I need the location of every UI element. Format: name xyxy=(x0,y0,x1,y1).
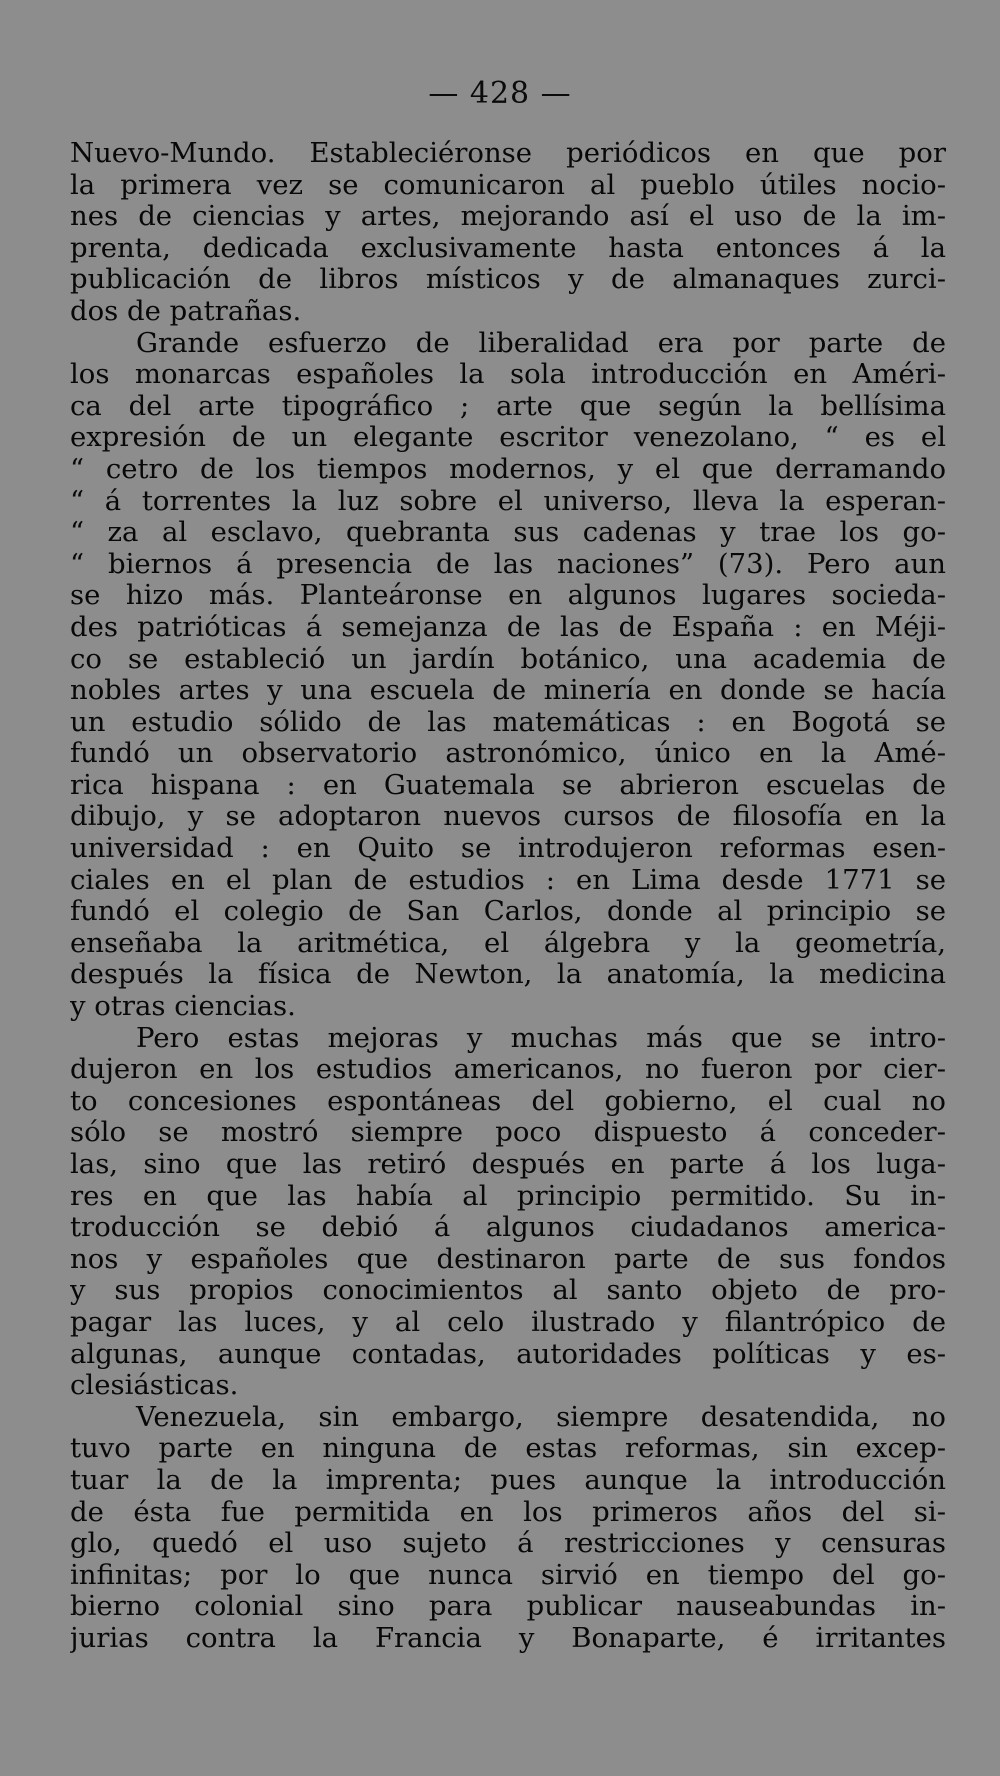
text-line: co se estableció un jardín botánico, una academia de xyxy=(70,643,946,675)
text-line: dibujo, y se adoptaron nuevos cursos de filosofía en la xyxy=(70,801,946,833)
text-line: los monarcas españoles la sola introducción en Améri- xyxy=(70,359,946,391)
text-line: sólo se mostró siempre poco dispuesto á conceder- xyxy=(70,1117,946,1149)
text-line: dos de patrañas. xyxy=(70,295,302,327)
text-line: universidad : en Quito se introdujeron reformas esen- xyxy=(70,833,946,865)
text-line: troducción se debió á algunos ciudadanos america- xyxy=(70,1212,946,1244)
text-line: fundó un observatorio astronómico, único en la Amé- xyxy=(70,738,946,770)
text-line: y sus propios conocimientos al santo objeto de pro- xyxy=(70,1275,946,1307)
text-line: “ cetro de los tiempos modernos, y el que derramando xyxy=(70,453,946,485)
text-line: nos y españoles que destinaron parte de sus fondos xyxy=(70,1243,946,1275)
text-line: glo, quedó el uso sujeto á restricciones y censuras xyxy=(70,1528,946,1560)
text-line: las, sino que las retiró después en parte á los luga- xyxy=(70,1149,946,1180)
text-line: de ésta fue permitida en los primeros años del si- xyxy=(70,1496,946,1528)
text-line: Grande esfuerzo de liberalidad era por parte de xyxy=(136,327,946,359)
text-line: prenta, dedicada exclusivamente hasta entonces á la xyxy=(70,232,946,264)
text-line: nes de ciencias y artes, mejorando así el uso de la im- xyxy=(70,201,946,233)
text-line: Nuevo-Mundo. Estableciéronse periódicos en que por xyxy=(70,138,946,169)
text-line: tuar la de la imprenta; pues aunque la introducción xyxy=(70,1464,946,1496)
text-line: se hizo más. Planteáronse en algunos lugares socieda- xyxy=(70,580,946,612)
text-line: bierno colonial sino para publicar nauseabundas in- xyxy=(70,1591,946,1623)
text-line: publicación de libros místicos y de almanaques zurci- xyxy=(70,264,946,296)
text-line: ciales en el plan de estudios : en Lima desde 1771 se xyxy=(70,864,946,896)
text-line: la primera vez se comunicaron al pueblo útiles nocio- xyxy=(70,169,946,201)
page-number: — 428 — xyxy=(428,76,572,111)
text-line: “ á torrentes la luz sobre el universo, lleva la esperan- xyxy=(70,485,946,517)
text-line: fundó el colegio de San Carlos, donde al principio se xyxy=(70,896,946,928)
text-line: “ za al esclavo, quebranta sus cadenas y trae los go- xyxy=(70,517,946,549)
text-line: des patrióticas á semejanza de las de España : en Méji- xyxy=(70,611,946,643)
text-line: nobles artes y una escuela de minería en donde se hacía xyxy=(70,675,946,707)
text-line: rica hispana : en Guatemala se abrieron escuelas de xyxy=(70,769,946,801)
text-line: y otras ciencias. xyxy=(70,991,296,1023)
text-line: to concesiones espontáneas del gobierno, el cual no xyxy=(70,1085,946,1117)
text-line: “ biernos á presencia de las naciones” (73). Pero aun xyxy=(70,548,946,580)
text-line: tuvo parte en ninguna de estas reformas, sin excep- xyxy=(70,1433,946,1465)
text-line: pagar las luces, y al celo ilustrado y filantrópico de xyxy=(70,1306,946,1338)
text-line: expresión de un elegante escritor venezolano, “ es el xyxy=(70,422,946,454)
text-line: ca del arte tipográfico ; arte que según la bellísima xyxy=(70,390,946,422)
text-line: algunas, aunque contadas, autoridades políticas y es- xyxy=(70,1338,946,1370)
text-line: enseñaba la aritmética, el álgebra y la geometría, xyxy=(70,927,946,959)
text-line: dujeron en los estudios americanos, no fueron por cier- xyxy=(70,1054,946,1086)
text-line: clesiásticas. xyxy=(70,1370,239,1402)
text-line: res en que las había al principio permitido. Su in- xyxy=(70,1180,946,1212)
body-text xyxy=(70,138,946,1655)
text-line: jurias contra la Francia y Bonaparte, é irritantes xyxy=(70,1622,946,1654)
text-line: Venezuela, sin embargo, siempre desatendida, no xyxy=(136,1401,946,1433)
text-line: Pero estas mejoras y muchas más que se intro- xyxy=(136,1022,946,1054)
text-line: después la física de Newton, la anatomía, la medicina xyxy=(70,959,946,991)
text-line: un estudio sólido de las matemáticas : en Bogotá se xyxy=(70,706,946,738)
text-line: infinitas; por lo que nunca sirvió en tiempo del go- xyxy=(70,1559,946,1591)
